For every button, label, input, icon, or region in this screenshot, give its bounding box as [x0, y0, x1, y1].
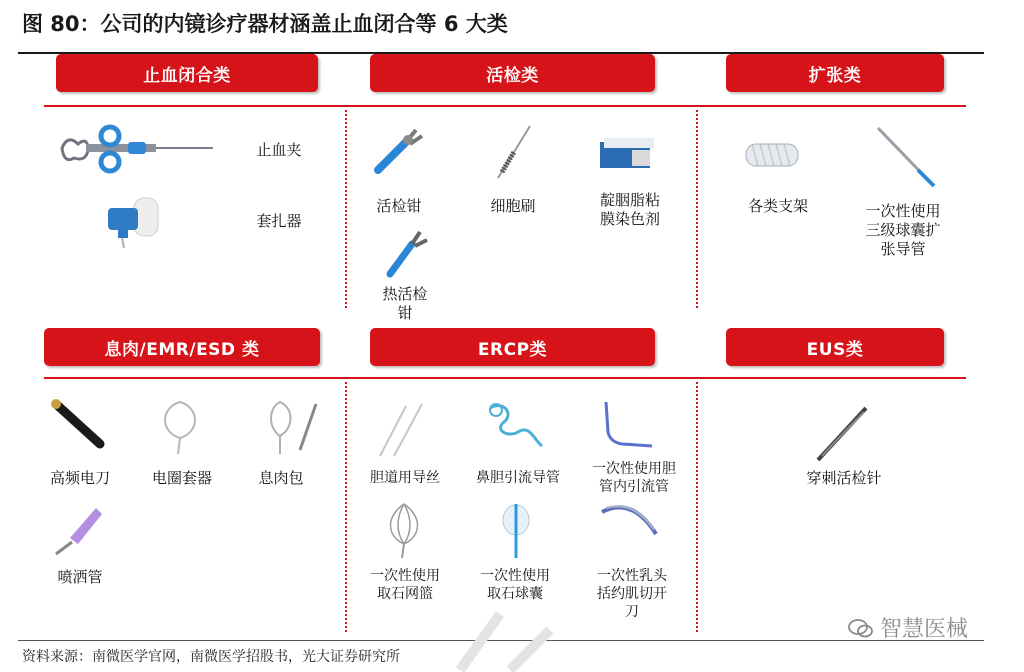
- polyp-kit-image: [262, 398, 322, 456]
- item-biliary-guidewire: 胆道用导丝: [370, 470, 440, 486]
- category-dilation: 扩张类: [726, 54, 944, 92]
- category-hemostasis: 止血闭合类: [56, 54, 318, 92]
- spray-catheter-image: [50, 502, 106, 558]
- item-hemoclip: 止血夹: [256, 141, 302, 159]
- background-watermark-graphic: [440, 610, 580, 672]
- item-stone-balloon: 一次性使用 取石球囊: [480, 568, 550, 602]
- category-eus: EUS类: [726, 328, 944, 366]
- row1-divider-left: [345, 110, 347, 308]
- item-spray-catheter: 喷洒管: [57, 568, 103, 586]
- item-nasobiliary-drainage-catheter: 鼻胆引流导管: [476, 470, 560, 486]
- biliary-stent-image: [600, 398, 656, 454]
- nasobiliary-drainage-image: [484, 398, 546, 452]
- source-note: 资料来源：南微医学官网，南微医学招股书，光大证券研究所: [22, 649, 400, 665]
- item-indigo-carmine-dye: 靛胭脂粘 膜染色剂: [599, 191, 660, 228]
- item-sphincterotome: 一次性乳头 括约肌切开 刀: [597, 568, 667, 620]
- watermark: [848, 612, 968, 643]
- item-cytology-brush: 细胞刷: [490, 197, 536, 215]
- item-electrosurgical-knife: 高频电刀: [49, 469, 110, 487]
- figure-title: 图 80：公司的内镜诊疗器材涵盖止血闭合等 6 大类: [22, 12, 508, 36]
- item-stents: 各类支架: [747, 197, 808, 215]
- item-biopsy-forceps: 活检钳: [376, 197, 422, 215]
- guidewire-image: [376, 400, 436, 458]
- hot-biopsy-forceps-image: [382, 226, 434, 280]
- item-biliary-drainage-tube: 一次性使用胆 管内引流管: [592, 461, 676, 495]
- stent-image: [742, 136, 802, 176]
- row2-divider-right: [696, 382, 698, 632]
- biopsy-needle-image: [812, 404, 872, 464]
- row2-divider-left: [345, 382, 347, 632]
- sphincterotome-image: [598, 498, 662, 554]
- category-polyp-emr-esd: 息肉/EMR/ESD 类: [44, 328, 320, 366]
- item-ligator: 套扎器: [256, 212, 302, 230]
- balloon-catheter-image: [872, 124, 938, 190]
- category-biopsy: 活检类: [370, 54, 655, 92]
- dye-kit-image: [598, 136, 658, 170]
- row2-separator: [44, 377, 966, 379]
- biopsy-forceps-image: [372, 120, 432, 176]
- ligator-image: [100, 194, 164, 250]
- wechat-icon: [848, 617, 874, 639]
- electrosurgical-knife-image: [48, 398, 110, 454]
- row1-divider-right: [696, 110, 698, 308]
- hemoclip-image: [58, 124, 218, 174]
- category-ercp: ERCP类: [370, 328, 655, 366]
- item-hot-biopsy-forceps: 热活检 钳: [382, 285, 428, 322]
- item-polyp-kit: 息肉包: [258, 469, 304, 487]
- item-stone-basket: 一次性使用 取石网篮: [370, 568, 440, 602]
- item-balloon-dilation-catheter: 一次性使用 三级球囊扩 张导管: [865, 202, 941, 258]
- item-snare: 电圈套器: [151, 469, 212, 487]
- stone-basket-image: [380, 500, 428, 560]
- snare-image: [156, 398, 204, 456]
- row1-separator: [44, 105, 966, 107]
- stone-balloon-image: [494, 498, 538, 560]
- watermark-text: 智慧医械: [880, 617, 969, 642]
- cytology-brush-image: [490, 122, 538, 182]
- item-fna-biopsy-needle: 穿刺活检针: [806, 469, 882, 487]
